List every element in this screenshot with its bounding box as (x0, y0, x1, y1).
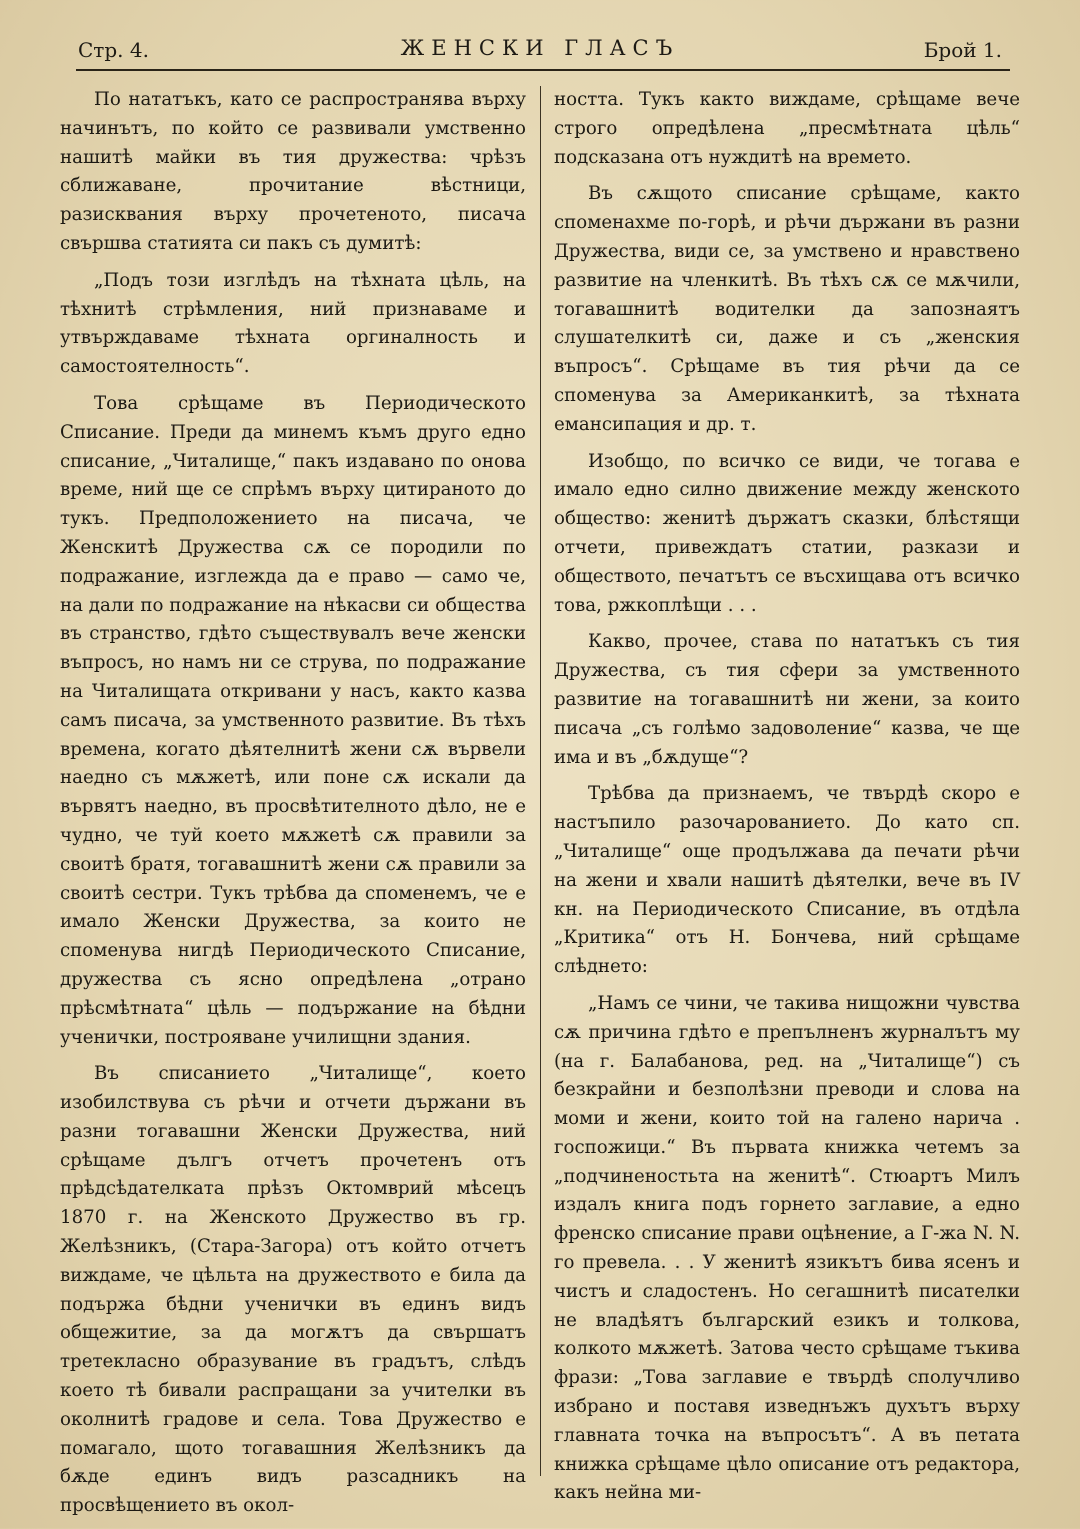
paragraph-quote: „Подъ този изглѣдъ на тѣхната цѣль, на тѣхнитѣ стрѣмления, ний признаваме и утвърждаваме тѣхната оргиналность и самостоятелность“. (60, 269, 526, 378)
paragraph: Това срѣщаме въ Периодическото Списание. Преди да минемъ къмъ друго едно списание, „Читалище,“ пакъ издавано по онова време, ний ще се спрѣмъ върху цитираното до тукъ. Предположението на писача, че Женскитѣ Дружества сѫ се породили по подражание, изглежда да е право — само че, на дали по подражание на нѣкасви си общества въ странство, гдѣто съществувалъ вече женски въпросъ, но намъ ни се струва, по подражание на Читалищата откривани у насъ, както казва самъ писача, за умственното развитие. Въ тѣхъ времена, когато дѣятелнитѣ жени сѫ вървели наедно съ мѫжетѣ, или поне сѫ искали да вървятъ наедно, въ просвѣтителното дѣло, не е чудно, че туй което мѫжетѣ сѫ правили за своитѣ братя, тогавашнитѣ жени сѫ правили за своитѣ сестри. Тукъ трѣбва да споменемъ, че е имало Женски Дружества, за които не споменува нигдѣ Периодическото Списание, дружества съ ясно опредѣлена „отрано прѣсмѣтната“ цѣль — подържание на бѣдни ученички, построяване училищни здания. (60, 392, 526, 1048)
right-column (554, 86, 1020, 1516)
paragraph-continued: ността. Тукъ както виждаме, срѣщаме вече строго опредѣлена „пресмѣтната цѣль“ подсказана отъ нуждитѣ на времето. (554, 89, 1020, 168)
paragraph: По нататъкъ, като се распространява върху начинътъ, по който се развивали умственно нашитѣ майки въ тия дружества: чрѣзъ сближаване, прочитание вѣстници, разисквания върху прочетеното, писача свършва статията си пакъ съ думитѣ: (60, 89, 526, 254)
paragraph-quote: „Намъ се чини, че такива нищожни чувства сѫ причина гдѣто е препълненъ журналътъ му (на г. Балабанова, ред. на „Читалище“) съ безкрайни и безполѣзни преводи и слова на моми и жени, които той на галено нарича . госпожици.“ Въ първата книжка четемъ за „подчиненостьта на женитѣ“. Стюартъ Милъ издалъ книга подъ горнето заглавие, а едно френско списание прави оцѣнение, а Г-жа N. N. го превела. . . У женитѣ язикътъ бива ясенъ и чистъ и сладостенъ. Но сегашнитѣ писателки не владѣятъ българский езикъ и толкова, колкото мѫжетѣ. Затова често срѣщаме тъкива фрази: „Това заглавие е твърдѣ сполучливо избрано и поставя изведнъжъ духътъ върху главната точка на въпросътъ“. А въ петата книжка срѣщаме цѣло описание отъ редактора, какъ нейна ми- (554, 992, 1020, 1504)
paragraph: Какво, прочее, става по нататъкъ съ тия Дружества, съ тия сфери за умственното развитие на тогавашнитѣ ни жени, за които писача „съ голѣмо задоволение“ казва, че ще има и въ „бѫдуще“? (554, 631, 1020, 768)
page-number: Стр. 4. (78, 38, 149, 62)
left-column (60, 86, 526, 1529)
page-header (72, 30, 1008, 64)
column-divider (540, 86, 541, 1476)
paragraph: Изобщо, по всичко се види, че тогава е имало едно силно движение между женското общество: женитѣ държатъ сказки, блѣстящи отчети, привеждатъ статии, разкази и обществото, печатътъ се въсхищава отъ всичко това, ржкоплѣщи . . . (554, 450, 1020, 616)
header-rule (76, 69, 1010, 71)
issue-number: Брой 1. (923, 38, 1002, 62)
paragraph: Въ сѫщото списание срѣщаме, както споменахме по-горѣ, и рѣчи държани въ разни Дружества, види се, за умствено и нравствено развитие на членкитѣ. Въ тѣхъ сѫ се мѫчили, тогавашнитѣ водителки да запознаятъ слушателкитѣ си, даже и съ „женския въпросъ“. Срѣщаме въ тия рѣчи да се споменува за Американкитѣ, за тѣхната емансипация и др. т. (554, 183, 1020, 435)
masthead-title: ЖЕНСКИ ГЛАСЪ (400, 36, 680, 60)
paragraph: Въ списанието „Читалище“, което изобилствува съ рѣчи и отчети държани въ разни тогавашни Женски Дружества, ний срѣщаме дългъ отчетъ прочетенъ отъ прѣдсѣдателката прѣзъ Октомврий мѣсецъ 1870 г. на Женското Дружество въ гр. Желѣзникъ, (Стара-Загора) отъ който отчетъ виждаме, че цѣльта на дружеството е била да подържа бѣдни ученички въ единъ видъ общежитие, за да могѫтъ да свършатъ третекласно образувание въ градътъ, слѣдъ което тѣ бивали распращани за учителки въ околнитѣ градове и села. Това Дружество е помагало, щото тогавашния Желѣзникъ да бѫде единъ видъ разсадникъ на просвѣщението въ окол- (60, 1063, 526, 1517)
paragraph: Трѣбва да признаемъ, че твърдѣ скоро е настъпило разочарованието. До като сп. „Читалище“ още продължава да печати рѣчи на жени и хвали нашитѣ дѣятелки, вече въ IV кн. на Периодическото Списание, въ отдѣла „Критика“ отъ Н. Бончева, ний срѣщаме слѣднето: (554, 783, 1020, 978)
